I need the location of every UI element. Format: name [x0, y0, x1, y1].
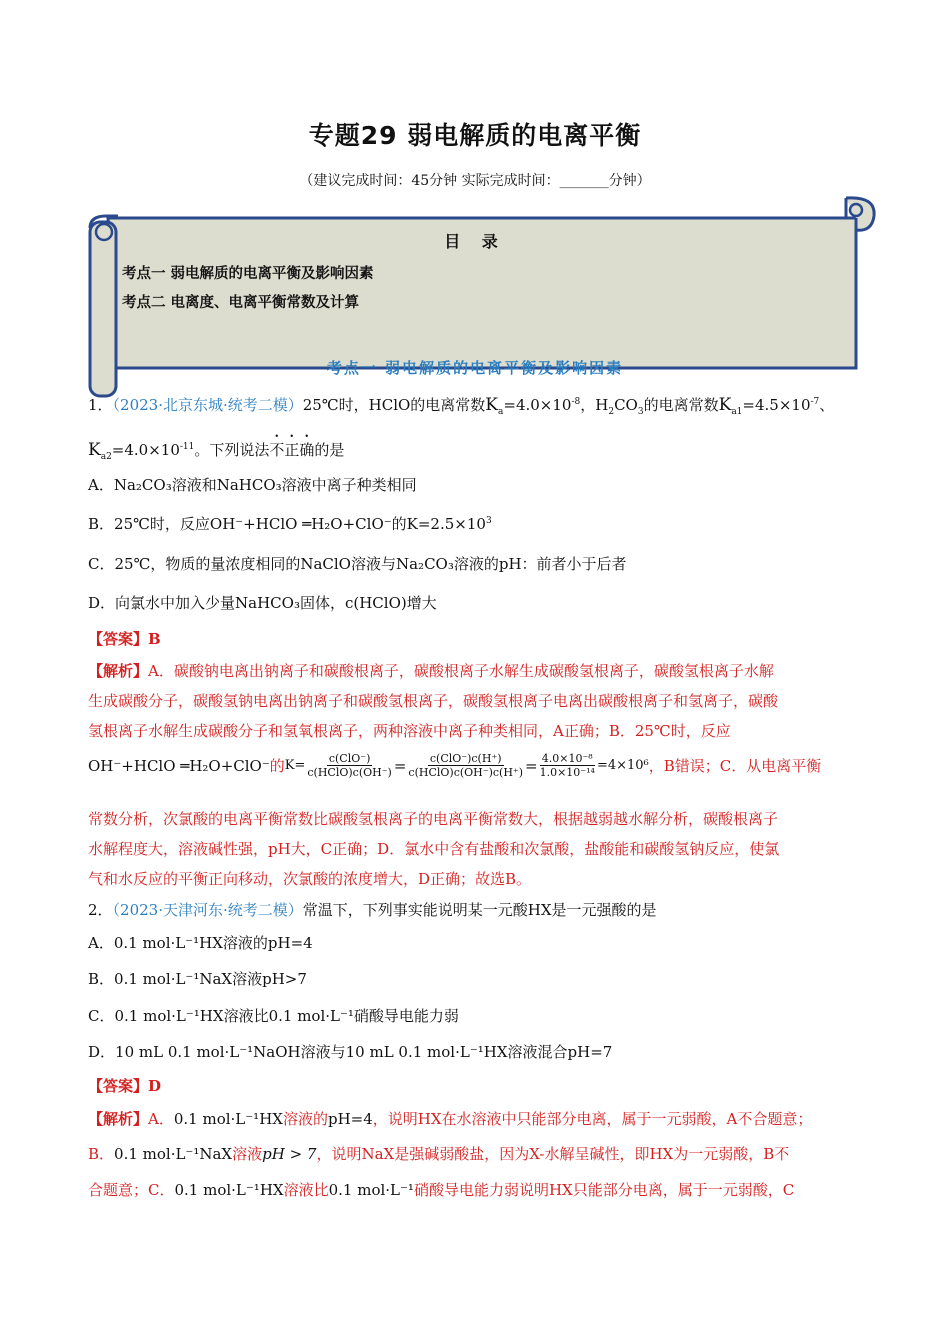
q1-option-b[interactable]: B．25℃时，反应OH⁻+HClO ═H₂O+ClO⁻的$K=2.5\times 10^3$ [88, 515, 492, 533]
q1-option-c[interactable]: C．25℃，物质的量浓度相同的NaClO溶液与Na₂CO₃溶液的pH：前者小于后者 [88, 555, 627, 573]
time-subtitle: （建议完成时间：45分钟 实际完成时间：_______分钟） [299, 173, 651, 189]
fraction-3: $\frac{\text{4.0×10⁻⁸}}{\text{1.0×10⁻¹⁴}}$ [539, 752, 595, 779]
q2-analysis-1: 【解析】A．0.1 mol·L⁻¹HX溶液的pH=4，说明HX在水溶液中只能部分电离，属于一元弱酸，A不合题意； [88, 1110, 813, 1128]
q1-stem: 1．（2023·北京东城·统考二模）25℃时，HClO的电离常数$K_a=4.0\times 10^{-8}$，$H_2CO_3$的电离常数$K_{a1}=4.5\times 10^{-7}$、 [88, 395, 835, 417]
q2-source: （2023·天津河东·统考二模） [112, 901, 303, 919]
page-title: 专题29 弱电解质的电离平衡 [308, 121, 642, 150]
q1-option-d[interactable]: D．向氯水中加入少量NaHCO₃固体，c(HClO)增大 [88, 594, 437, 612]
q1-stem-cont: $K_{a2}=4.0\times 10^{-11}$。下列说法不正确的是 [88, 440, 345, 462]
q2-option-d[interactable]: D．10 mL 0.1 mol·L⁻¹NaOH溶液与10 mL 0.1 mol·L⁻¹HX溶液混合pH=7 [88, 1043, 613, 1061]
q1-source: （2023·北京东城·统考二模） [112, 396, 303, 414]
q1-analysis-1: 【解析】A．碳酸钠电离出钠离子和碳酸根离子，碳酸根离子水解生成碳酸氢根离子，碳酸氢根离子水解 [88, 662, 774, 680]
q1-answer: 【答案】B [88, 630, 161, 648]
q2-answer: 【答案】D [88, 1077, 162, 1095]
q1-analysis-3: 氢根离子水解生成碳酸分子和氢氧根离子，两种溶液中离子种类相同，A正确；B．25℃时，反应 [88, 722, 731, 740]
emphasis-not-correct: 不正确 [269, 441, 315, 459]
q1-analysis-2: 生成碳酸分子，碳酸氢钠电离出钠离子和碳酸氢根离子，碳酸氢根离子电离出碳酸根离子和氢离子，碳酸 [88, 692, 779, 710]
toc-title: 目 录 [444, 232, 506, 251]
q1-equation: OH⁻+HClO ═H₂O+ClO⁻ 的 K= $\frac{\text{c(ClO⁻)}}{\text{c(HClO)c(OH⁻)}}$ = $\frac{\text{c(ClO⁻)c(H⁺)}}{\text{c(HClO)c(OH⁻)c(H⁺)}}$ = $\frac{\text{4.0×10⁻⁸}}{\text{1.0×10⁻¹⁴}}$ =4×10⁶ ，B错误；C．从电离平衡 [88, 752, 822, 779]
q2-option-c[interactable]: C．0.1 mol·L⁻¹HX溶液比0.1 mol·L⁻¹硝酸导电能力弱 [88, 1007, 459, 1025]
q2-analysis-2: B．0.1 mol·L⁻¹NaX溶液pH > 7，说明NaX是强碱弱酸盐，因为X-水解呈碱性，即HX为一元弱酸，B不 [88, 1145, 790, 1163]
q2-option-b[interactable]: B．0.1 mol·L⁻¹NaX溶液pH>7 [88, 970, 307, 988]
fraction-2: $\frac{\text{c(ClO⁻)c(H⁺)}}{\text{c(HClO)c(OH⁻)c(H⁺)}}$ [408, 752, 524, 779]
q1-option-a[interactable]: A．Na₂CO₃溶液和NaHCO₃溶液中离子种类相同 [88, 476, 417, 494]
q2-option-a[interactable]: A．0.1 mol·L⁻¹HX溶液的pH=4 [88, 934, 313, 952]
q1-analysis-7: 气和水反应的平衡正向移动，次氯酸的浓度增大，D正确；故选B。 [88, 870, 532, 888]
q2-stem: 2．（2023·天津河东·统考二模）常温下，下列事实能说明某一元酸HX是一元强酸的是 [88, 901, 657, 919]
q2-analysis-3: 合题意；C．0.1 mol·L⁻¹HX溶液比0.1 mol·L⁻¹硝酸导电能力弱说明HX只能部分电离，属于一元弱酸，C [88, 1181, 795, 1199]
fraction-1: $\frac{\text{c(ClO⁻)}}{\text{c(HClO)c(OH⁻)}}$ [307, 752, 392, 779]
q1-analysis-6: 水解程度大，溶液碱性强，pH大，C正确；D．氯水中含有盐酸和次氯酸，盐酸能和碳酸氢钠反应，使氯 [88, 840, 780, 858]
section-heading: 考点一 弱电解质的电离平衡及影响因素 [326, 359, 624, 377]
toc-item-2[interactable]: 考点二 电离度、电离平衡常数及计算 [122, 294, 360, 311]
toc-item-1[interactable]: 考点一 弱电解质的电离平衡及影响因素 [122, 265, 374, 282]
q1-analysis-5: 常数分析，次氯酸的电离平衡常数比碳酸氢根离子的电离平衡常数大，根据越弱越水解分析，碳酸根离子 [88, 810, 779, 828]
